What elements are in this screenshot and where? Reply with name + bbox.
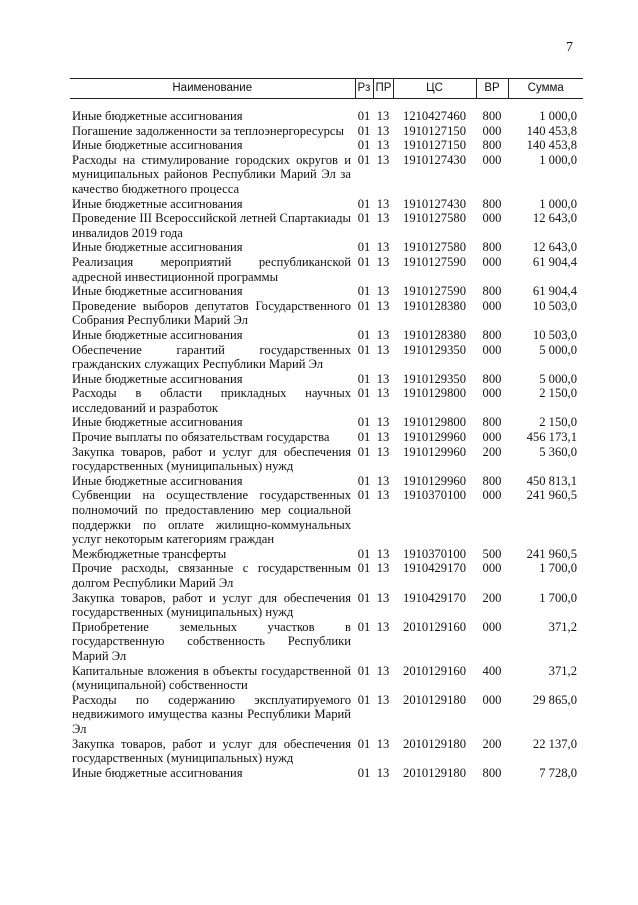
table-row [70,299,583,328]
cell-vr: 200 [482,590,502,605]
cell-cs: 1910127430 [403,196,466,211]
cell-cs: 1910129350 [403,342,466,357]
table-row [70,488,583,546]
cell-cs: 1910370100 [403,488,466,503]
cell-sum: 5 000,0 [539,342,577,357]
cell-name: Межбюджетные трансферты [72,546,227,561]
cell-pr: 13 [376,765,390,780]
cell-cs: 1910129960 [403,430,466,445]
cell-cs: 2010129160 [403,619,466,634]
cell-pr: 13 [376,342,390,357]
cell-rz: 01 [357,444,371,459]
cell-vr: 800 [482,765,502,780]
cell-sum: 12 643,0 [532,211,577,226]
cell-cs: 1910129350 [403,371,466,386]
cell-pr: 13 [376,386,390,401]
cell-name: Расходы в области прикладных научных исследований и разработок [72,386,351,415]
table-row [70,211,583,240]
cell-sum: 140 453,8 [526,138,577,153]
cell-rz: 01 [357,488,371,503]
table-row [70,620,583,664]
table-row [70,153,583,197]
cell-name: Иные бюджетные ассигнования [72,284,243,299]
cell-name: Обеспечение гарантий государственных гражданских служащих Республики Марий Эл [72,342,351,372]
header-name: Наименование [70,79,355,99]
cell-sum: 12 643,0 [532,240,577,255]
cell-name: Иные бюджетные ассигнования [72,473,243,488]
cell-rz: 01 [357,152,371,167]
cell-name: Иные бюджетные ассигнования [72,138,243,153]
cell-pr: 13 [376,561,390,576]
header-sum: Сумма [508,79,583,99]
cell-vr: 400 [482,663,502,678]
cell-rz: 01 [357,371,371,386]
cell-name: Проведение выборов депутатов Государственного Собрания Республики Марий Эл [72,298,351,328]
cell-vr: 000 [482,254,502,269]
cell-rz: 01 [357,590,371,605]
table-header [70,79,583,99]
cell-cs: 1910129800 [403,415,466,430]
cell-cs: 2010129180 [403,692,466,707]
cell-name: Субвенции на осуществление государственных полномочий по предоставлению мер социальной поддержки по оплате жилищно-коммунальных услуг некоторым категориям граждан [72,488,351,547]
cell-sum: 1 700,0 [539,561,577,576]
cell-name: Закупка товаров, работ и услуг для обеспечения государственных (муниципальных) нужд [72,444,351,474]
cell-vr: 000 [482,152,502,167]
table-row [70,124,583,139]
table-row [70,430,583,445]
cell-cs: 1910127430 [403,152,466,167]
cell-cs: 1910127590 [403,254,466,269]
cell-cs: 2010129180 [403,765,466,780]
cell-name: Иные бюджетные ассигнования [72,765,243,780]
cell-cs: 1910429170 [403,561,466,576]
cell-rz: 01 [357,473,371,488]
cell-pr: 13 [376,473,390,488]
table-row [70,255,583,284]
table-row [70,197,583,212]
table-row [70,372,583,387]
cell-rz: 01 [357,123,371,138]
cell-vr: 800 [482,473,502,488]
cell-name: Иные бюджетные ассигнования [72,196,243,211]
table-row [70,99,583,124]
cell-name: Закупка товаров, работ и услуг для обеспечения государственных (муниципальных) нужд [72,590,351,620]
cell-rz: 01 [357,342,371,357]
cell-name: Погашение задолженности за теплоэнергоресурсы [72,123,344,138]
cell-vr: 000 [482,342,502,357]
cell-sum: 5 000,0 [539,371,577,386]
cell-vr: 800 [482,284,502,299]
cell-sum: 241 960,5 [526,546,577,561]
cell-rz: 01 [357,736,371,751]
table-row [70,766,583,781]
cell-cs: 2010129180 [403,736,466,751]
cell-pr: 13 [376,298,390,313]
cell-vr: 800 [482,109,502,123]
cell-sum: 371,2 [548,619,577,634]
cell-rz: 01 [357,546,371,561]
table-row [70,693,583,737]
cell-vr: 800 [482,196,502,211]
cell-name: Прочие выплаты по обязательствам государства [72,430,330,445]
cell-sum: 29 865,0 [532,692,577,707]
cell-pr: 13 [376,371,390,386]
cell-rz: 01 [357,619,371,634]
cell-cs: 1910127150 [403,138,466,153]
cell-vr: 000 [482,386,502,401]
cell-sum: 61 904,4 [532,254,577,269]
cell-vr: 000 [482,430,502,445]
table-row [70,386,583,415]
cell-rz: 01 [357,138,371,153]
cell-name: Иные бюджетные ассигнования [72,109,243,123]
header-row [70,79,583,99]
cell-cs: 1210427460 [403,109,466,123]
cell-pr: 13 [376,254,390,269]
cell-rz: 01 [357,298,371,313]
cell-cs: 1910129800 [403,386,466,401]
cell-rz: 01 [357,211,371,226]
cell-sum: 10 503,0 [532,327,577,342]
cell-name: Расходы по содержанию эксплуатируемого недвижимого имущества казны Республики Марий Эл [72,692,351,736]
cell-pr: 13 [376,663,390,678]
cell-pr: 13 [376,211,390,226]
cell-cs: 1910127580 [403,240,466,255]
cell-name: Иные бюджетные ассигнования [72,240,243,255]
cell-pr: 13 [376,590,390,605]
header-cs: ЦС [393,79,476,99]
table-row [70,445,583,474]
cell-vr: 000 [482,619,502,634]
cell-name: Иные бюджетные ассигнования [72,371,243,386]
cell-sum: 61 904,4 [532,284,577,299]
table-row [70,415,583,430]
cell-rz: 01 [357,284,371,299]
cell-rz: 01 [357,415,371,430]
cell-cs: 1910370100 [403,546,466,561]
table-row [70,737,583,766]
table-row [70,138,583,153]
cell-pr: 13 [376,196,390,211]
cell-name: Приобретение земельных участков в государственную собственность Республики Марий Эл [72,619,351,663]
cell-rz: 01 [357,765,371,780]
cell-sum: 1 000,0 [539,152,577,167]
cell-pr: 13 [376,123,390,138]
cell-cs: 2010129160 [403,663,466,678]
cell-sum: 22 137,0 [532,736,577,751]
budget-table [70,78,583,780]
cell-sum: 456 173,1 [526,430,577,445]
cell-cs: 1910129960 [403,444,466,459]
cell-name: Проведение III Всероссийской летней Спартакиады инвалидов 2019 года [72,211,351,240]
cell-pr: 13 [376,138,390,153]
cell-sum: 1 000,0 [539,109,577,123]
cell-name: Реализация мероприятий республиканской адресной инвестиционной программы [72,254,351,284]
table-row [70,591,583,620]
cell-pr: 13 [376,415,390,430]
cell-sum: 371,2 [548,663,577,678]
cell-pr: 13 [376,488,390,503]
table-row [70,474,583,489]
cell-rz: 01 [357,386,371,401]
header-pr: ПР [373,79,393,99]
cell-cs: 1910127580 [403,211,466,226]
table-row [70,284,583,299]
cell-vr: 000 [482,123,502,138]
cell-cs: 1910129960 [403,473,466,488]
cell-pr: 13 [376,430,390,445]
cell-name: Иные бюджетные ассигнования [72,415,243,430]
cell-sum: 1 000,0 [539,196,577,211]
cell-vr: 000 [482,692,502,707]
table-body [70,99,583,781]
cell-pr: 13 [376,109,390,123]
cell-pr: 13 [376,240,390,255]
cell-pr: 13 [376,444,390,459]
table-row [70,343,583,372]
cell-name: Прочие расходы, связанные с государственным долгом Республики Марий Эл [72,561,351,590]
cell-name: Расходы на стимулирование городских округов и муниципальных районов Республики Марий Эл за качество бюджетного процесса [72,152,351,196]
header-vr: ВР [476,79,508,99]
cell-rz: 01 [357,196,371,211]
cell-rz: 01 [357,692,371,707]
cell-cs: 1910128380 [403,327,466,342]
cell-sum: 241 960,5 [526,488,577,503]
cell-pr: 13 [376,546,390,561]
cell-sum: 2 150,0 [539,386,577,401]
table-row [70,561,583,590]
cell-sum: 7 728,0 [539,765,577,780]
cell-cs: 1910127150 [403,123,466,138]
cell-vr: 000 [482,211,502,226]
cell-vr: 500 [482,546,502,561]
cell-sum: 10 503,0 [532,298,577,313]
cell-pr: 13 [376,736,390,751]
cell-vr: 000 [482,488,502,503]
cell-cs: 1910128380 [403,298,466,313]
table-row [70,547,583,562]
cell-rz: 01 [357,109,371,123]
table-row [70,664,583,693]
cell-vr: 200 [482,444,502,459]
table-row [70,328,583,343]
cell-rz: 01 [357,327,371,342]
cell-vr: 800 [482,240,502,255]
cell-pr: 13 [376,327,390,342]
cell-pr: 13 [376,692,390,707]
cell-vr: 800 [482,415,502,430]
cell-sum: 450 813,1 [526,473,577,488]
cell-name: Иные бюджетные ассигнования [72,327,243,342]
cell-rz: 01 [357,561,371,576]
cell-vr: 000 [482,298,502,313]
cell-pr: 13 [376,284,390,299]
cell-vr: 200 [482,736,502,751]
cell-sum: 1 700,0 [539,590,577,605]
cell-vr: 800 [482,138,502,153]
cell-pr: 13 [376,619,390,634]
page-number: 7 [566,40,573,55]
cell-cs: 1910127590 [403,284,466,299]
cell-sum: 2 150,0 [539,415,577,430]
cell-rz: 01 [357,254,371,269]
cell-pr: 13 [376,152,390,167]
table-row [70,240,583,255]
cell-vr: 800 [482,371,502,386]
cell-name: Капитальные вложения в объекты государственной (муниципальной) собственности [72,663,351,693]
cell-sum: 140 453,8 [526,123,577,138]
cell-name: Закупка товаров, работ и услуг для обеспечения государственных (муниципальных) нужд [72,736,351,766]
cell-rz: 01 [357,663,371,678]
cell-rz: 01 [357,430,371,445]
cell-vr: 000 [482,561,502,576]
header-rz: Рз [355,79,373,99]
cell-cs: 1910429170 [403,590,466,605]
cell-sum: 5 360,0 [539,444,577,459]
cell-rz: 01 [357,240,371,255]
cell-vr: 800 [482,327,502,342]
